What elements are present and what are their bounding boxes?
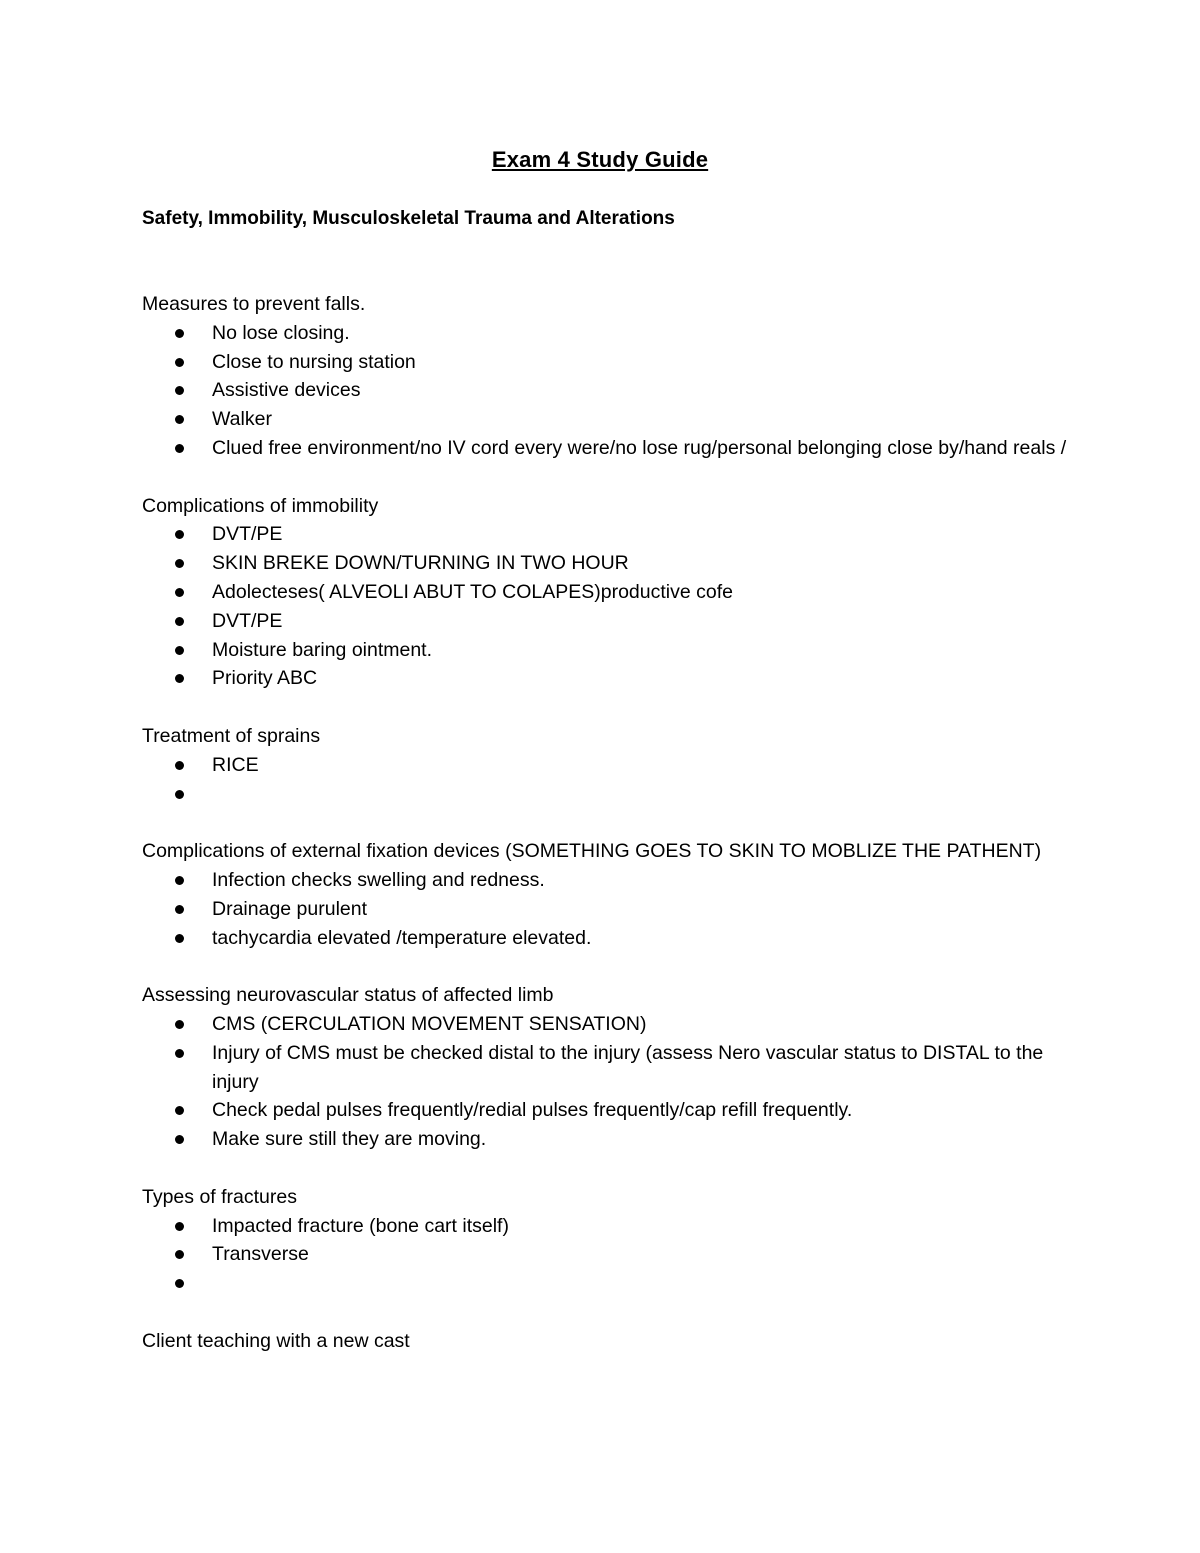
section-heading: Assessing neurovascular status of affected limb (142, 984, 554, 1007)
bullet-icon (175, 588, 184, 597)
bullet-icon (175, 1020, 184, 1029)
bullet-text: Transverse (212, 1243, 309, 1266)
section (142, 1327, 1072, 1356)
section-heading: Complications of immobility (142, 494, 379, 517)
bullet-text: RICE (212, 753, 259, 776)
bullet-icon (175, 934, 184, 943)
bullet-item (142, 1096, 1072, 1125)
bullet-icon (175, 674, 184, 683)
bullet-icon (175, 876, 184, 885)
section (142, 837, 1072, 952)
bullet-item (142, 607, 1072, 636)
bullet-icon (175, 1106, 184, 1115)
bullet-item (142, 434, 1072, 463)
bullet-text: tachycardia elevated /temperature elevated. (212, 926, 592, 949)
bullet-text: DVT/PE (212, 609, 283, 632)
bullet-item (142, 636, 1072, 665)
bullet-text: Assistive devices (212, 379, 361, 402)
section (142, 492, 1072, 694)
bullet-text: Walker (212, 408, 272, 431)
bullet-item (142, 1125, 1072, 1154)
bullet-text: SKIN BREKE DOWN/TURNING IN TWO HOUR (212, 552, 629, 575)
section-heading: Types of fractures (142, 1185, 297, 1208)
bullet-list (142, 1010, 1072, 1154)
bullet-item (142, 780, 1072, 809)
section (142, 1183, 1072, 1298)
bullet-item (142, 664, 1072, 693)
bullet-icon (175, 358, 184, 367)
bullet-text: CMS (CERCULATION MOVEMENT SENSATION) (212, 1012, 647, 1035)
bullet-text: Close to nursing station (212, 350, 416, 373)
bullet-item (142, 1039, 1072, 1097)
bullet-icon (175, 646, 184, 655)
bullet-icon (175, 1250, 184, 1259)
bullet-item (142, 1269, 1072, 1298)
bullet-item (142, 376, 1072, 405)
bullet-icon (175, 386, 184, 395)
document-title: Exam 4 Study Guide (491, 147, 709, 172)
bullet-icon (175, 1049, 184, 1058)
bullet-item (142, 1010, 1072, 1039)
section (142, 722, 1072, 808)
bullet-item (142, 549, 1072, 578)
section-heading: Complications of external fixation devices (SOMETHING GOES TO SKIN TO MOBLIZE THE PATHENT) (142, 840, 1042, 863)
bullet-item (142, 348, 1072, 377)
bullet-icon (175, 415, 184, 424)
bullet-text: Injury of CMS must be checked distal to the injury (assess Nero vascular status to DISTAL to the injury (212, 1041, 1044, 1093)
bullet-list (142, 1212, 1072, 1298)
bullet-icon (175, 790, 184, 799)
section-heading: Client teaching with a new cast (142, 1329, 410, 1352)
bullet-icon (175, 329, 184, 338)
bullet-item (142, 405, 1072, 434)
bullet-list (142, 319, 1072, 463)
bullet-item (142, 520, 1072, 549)
bullet-list (142, 520, 1072, 693)
bullet-text: Infection checks swelling and redness. (212, 868, 545, 891)
document-body (142, 290, 1072, 1355)
bullet-item (142, 1240, 1072, 1269)
section-heading: Treatment of sprains (142, 724, 321, 747)
bullet-text: Impacted fracture (bone cart itself) (212, 1214, 509, 1237)
bullet-text: Adolecteses( ALVEOLI ABUT TO COLAPES)productive cofe (212, 580, 733, 603)
bullet-text: Check pedal pulses frequently/redial pulses frequently/cap refill frequently. (212, 1099, 853, 1122)
bullet-text: Drainage purulent (212, 897, 368, 920)
bullet-icon (175, 1135, 184, 1144)
section-heading: Measures to prevent falls. (142, 293, 366, 315)
bullet-icon (175, 1222, 184, 1231)
bullet-text: No lose closing. (212, 321, 350, 344)
bullet-text: Moisture baring ointment. (212, 638, 433, 661)
section (142, 290, 1072, 463)
bullet-list (142, 751, 1072, 809)
bullet-text: Clued free environment/no IV cord every were/no lose rug/personal belonging close by/hand reals / (212, 436, 1067, 459)
section (142, 981, 1072, 1154)
bullet-list (142, 866, 1072, 952)
bullet-item (142, 578, 1072, 607)
bullet-icon (175, 530, 184, 539)
bullet-item (142, 319, 1072, 348)
bullet-text: Make sure still they are moving. (212, 1128, 487, 1151)
bullet-item (142, 1212, 1072, 1241)
bullet-item (142, 895, 1072, 924)
bullet-text: Priority ABC (212, 667, 318, 690)
bullet-item (142, 866, 1072, 895)
bullet-icon (175, 444, 184, 453)
document-subtitle: Safety, Immobility, Musculoskeletal Trauma and Alterations (142, 208, 675, 229)
bullet-icon (175, 1279, 184, 1288)
bullet-item (142, 924, 1072, 953)
bullet-icon (175, 905, 184, 914)
bullet-item (142, 751, 1072, 780)
bullet-icon (175, 761, 184, 770)
bullet-icon (175, 617, 184, 626)
bullet-icon (175, 559, 184, 568)
bullet-text: DVT/PE (212, 523, 283, 546)
